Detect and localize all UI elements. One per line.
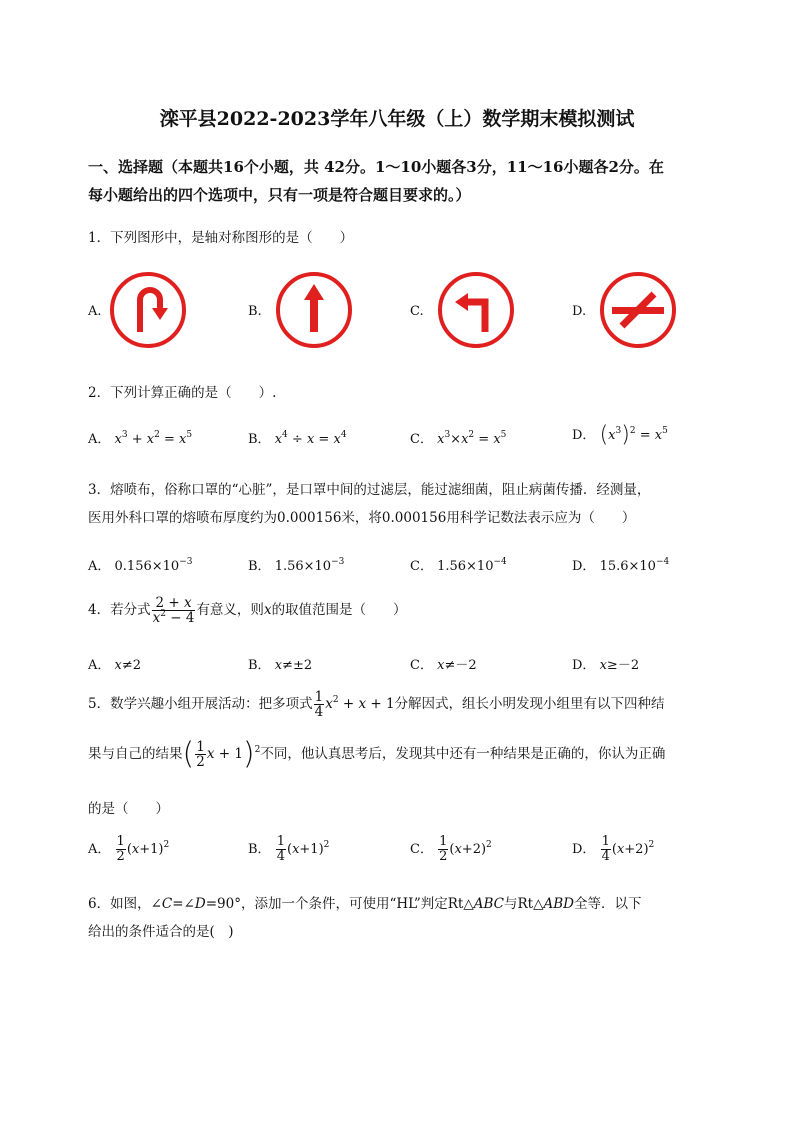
q2-label-a: A．: [88, 432, 111, 447]
straight-arrow-sign-icon: [274, 270, 354, 350]
q2-label-c: C．: [410, 432, 433, 447]
no-passing-sign-icon: [598, 270, 678, 350]
q1-label-a: A.: [88, 304, 102, 319]
q2-label-b: B．: [248, 432, 271, 447]
q3-option-b: B． $1.56\times 10^{-3}$: [248, 557, 345, 574]
q2-label-d: D．: [572, 428, 596, 443]
q4-option-b: B． x≠±2: [248, 658, 313, 673]
q5-option-c: C． $\frac{1}{2}$ $(x+2)^2$: [410, 834, 492, 864]
q4-option-d: D． x≥－2: [572, 658, 640, 673]
q3-option-d: D． $15.6\times 10^{-4}$: [572, 557, 670, 574]
q5-line2: 果与自己的结果( $\frac{1}{2}$ x + 1)$^2$不同，他认真思考后，发现其中还有一种结果是正确的，你认为正确: [88, 736, 666, 772]
q5-line1: 5．数学兴趣小组开展活动：把多项式 $\frac{1}{4}$ $x^2 + x + 1$分解因式，组长小明发现小组里有以下四种结: [88, 689, 665, 720]
q5-option-d: D． $\frac{1}{4}$ $(x+2)^2$: [572, 834, 655, 864]
left-turn-sign-icon: [436, 270, 516, 350]
q1-stem: 1．下列图形中，是轴对称图形的是（ ）: [88, 230, 354, 246]
q2-option-d: D． $(x^3)^2 = x^5$: [572, 422, 668, 448]
q2-option-b: B． $x^4 \div x = x^4$: [248, 430, 347, 447]
q6-line2: 给出的条件适合的是( ): [88, 924, 234, 940]
q5-option-a: A． $\frac{1}{2}$ $(x+1)^2$: [88, 834, 170, 864]
q2-option-a: A． $x^3 + x^2 = x^5$: [88, 430, 193, 447]
q2-option-c: C． $x^3\times x^2 = x^5$: [410, 430, 507, 447]
q1-label-b: B.: [248, 304, 262, 319]
q3-option-c: C． $1.56\times 10^{-4}$: [410, 557, 507, 574]
q4-option-c: C． x≠－2: [410, 658, 477, 673]
page-title: 滦平县2022-2023学年八年级（上）数学期末模拟测试: [159, 108, 635, 130]
section-heading-line2: 每小题给出的四个选项中，只有一项是符合题目要求的。）: [88, 186, 471, 204]
q6-line1: 6．如图，∠C=∠D=90°，添加一个条件，可使用“HL”判定Rt△ABC与Rt△ABD全等．以下: [88, 896, 642, 912]
u-turn-sign-icon: [108, 270, 188, 350]
q3-line2: 医用外科口罩的熔喷布厚度约为0.000156米，将0.000156用科学记数法表示应为（ ）: [88, 510, 636, 526]
q1-label-d: D.: [572, 304, 587, 319]
q5-line3: 的是（ ）: [88, 801, 169, 817]
section-heading-line1: 一、选择题（本题共16个小题，共 42分。1～10小题各3分，11～16小题各2分。在: [88, 158, 664, 176]
q2-stem: 2．下列计算正确的是（ ）.: [88, 385, 277, 401]
q4-option-a: A． x≠2: [88, 658, 142, 673]
q3-line1: 3．熔喷布，俗称口罩的“心脏”，是口罩中间的过滤层，能过滤细菌，阻止病菌传播．经测量，: [88, 482, 651, 498]
q1-label-c: C.: [410, 304, 424, 319]
q4-fraction: $\frac{2 + x}{x^2 - 4}$: [152, 595, 195, 626]
q3-option-a: A． $0.156\times 10^{-3}$: [88, 557, 193, 574]
q4-stem: 4．若分式 $\frac{2 + x}{x^2 - 4}$ 有意义，则x的取值范围是（ ）: [88, 595, 407, 626]
q5-option-b: B． $\frac{1}{4}$ $(x+1)^2$: [248, 834, 330, 864]
